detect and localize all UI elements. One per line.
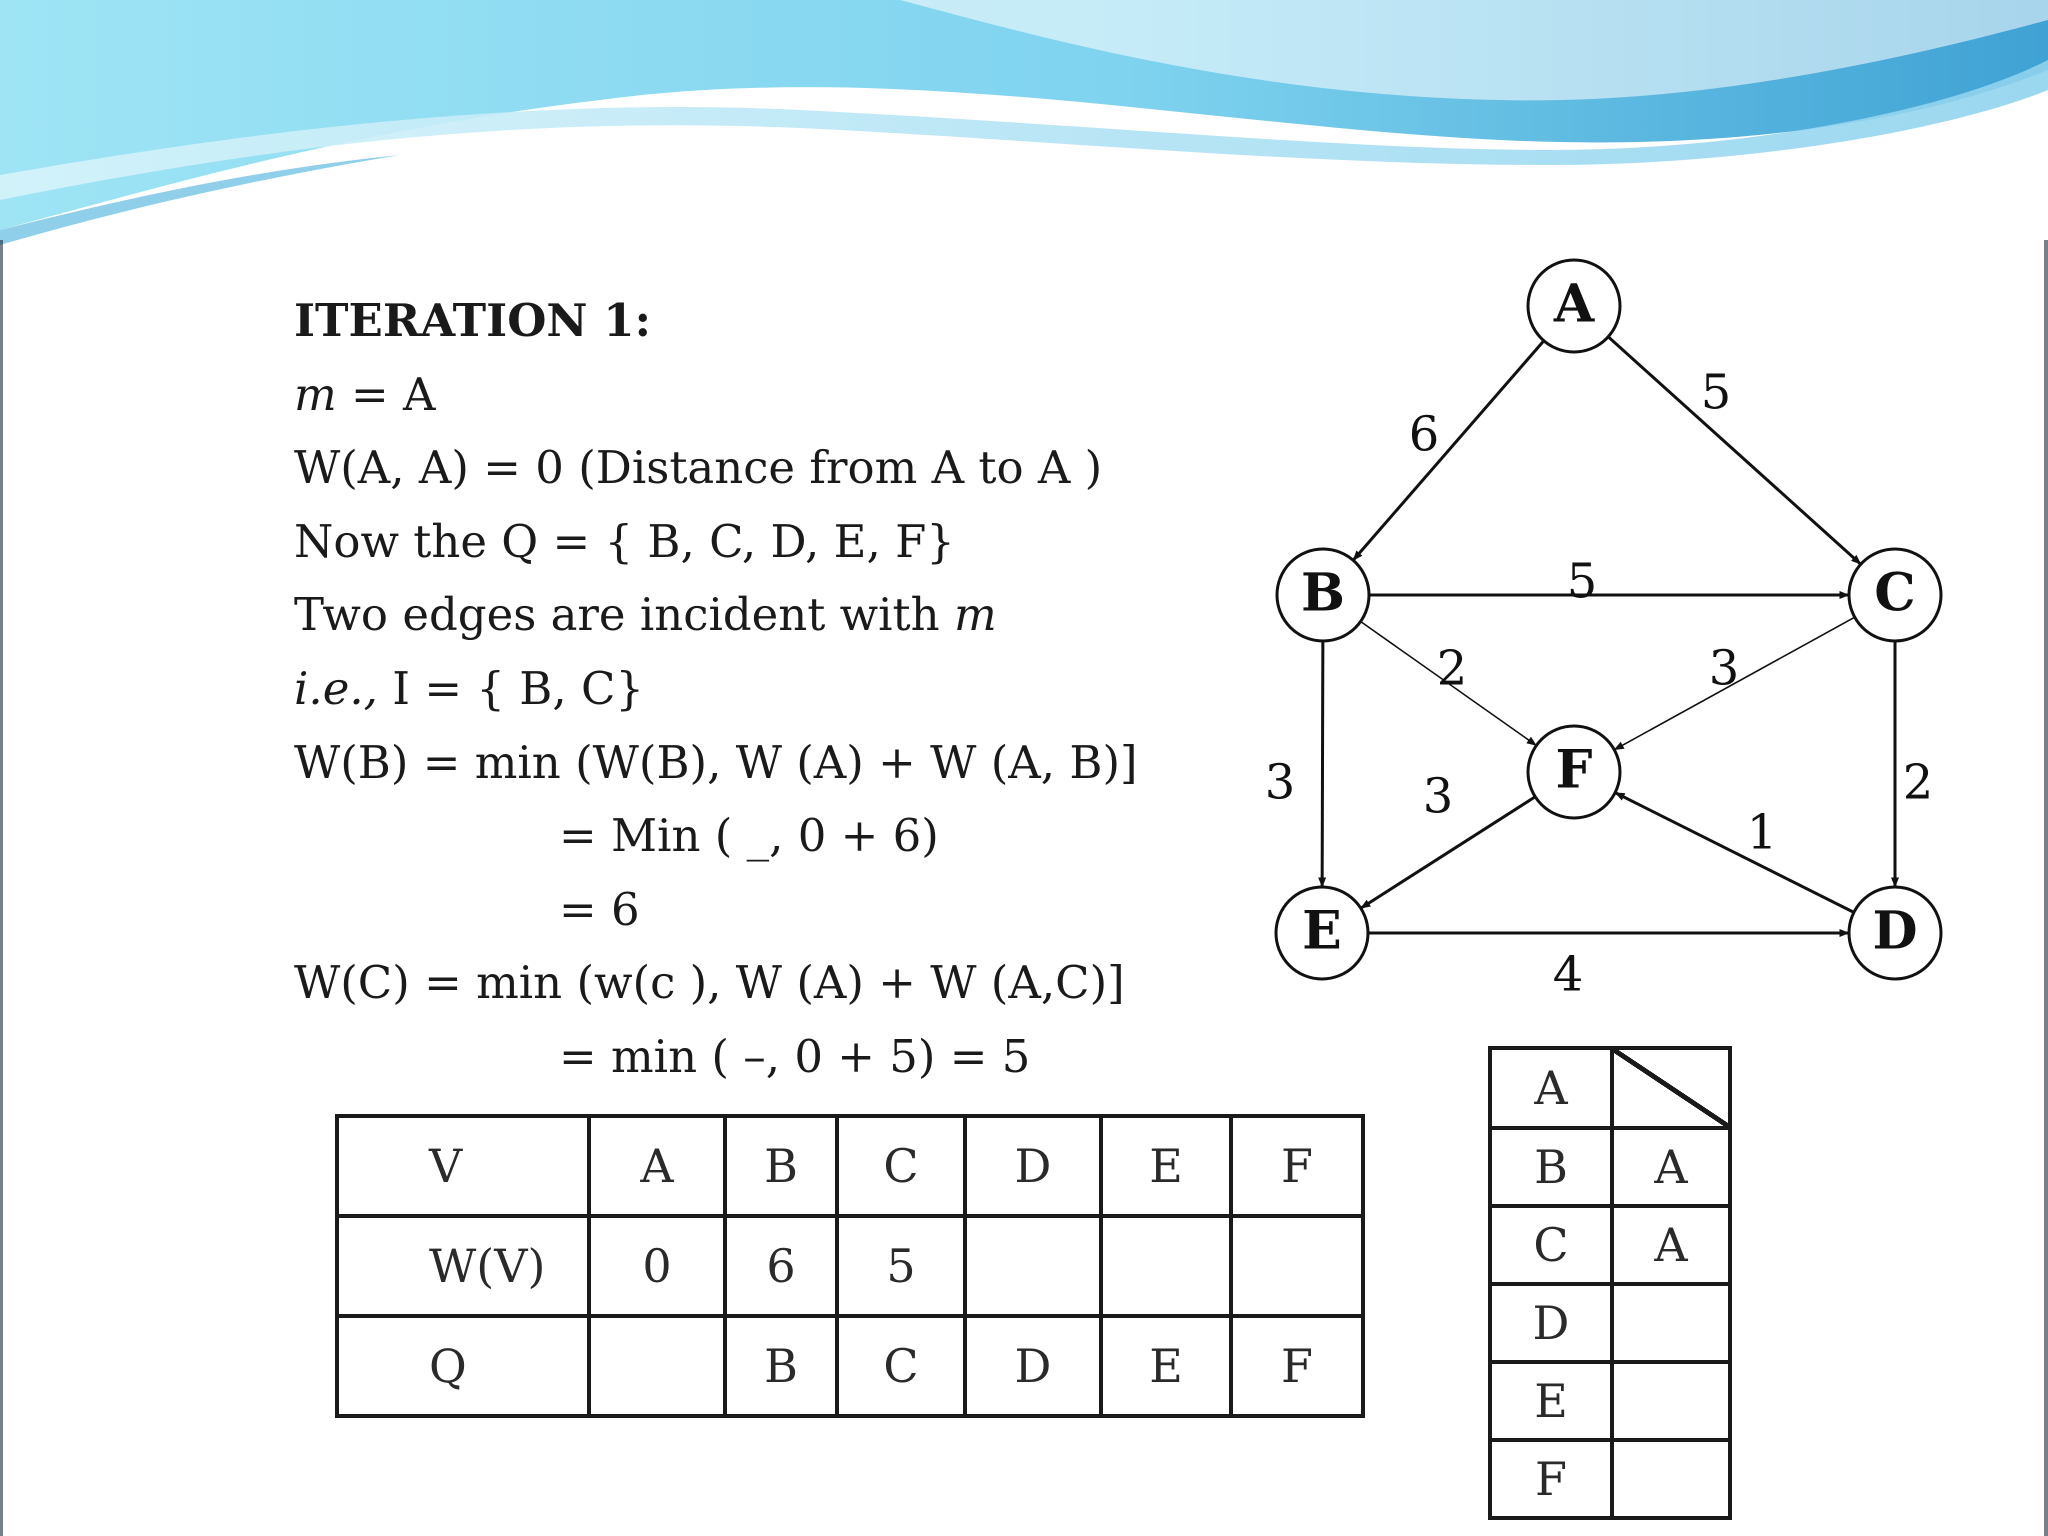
incident-variable: m xyxy=(953,588,997,642)
wc-step: = min ( –, 0 + 5) = 5 xyxy=(559,1029,1031,1083)
node-a xyxy=(1528,260,1620,352)
iteration-title: ITERATION 1: xyxy=(294,294,652,347)
predecessor-vertex: B xyxy=(1490,1128,1612,1206)
predecessor-value xyxy=(1612,1284,1730,1362)
weight-table-row-label: Q xyxy=(337,1316,589,1416)
node-c xyxy=(1849,549,1941,641)
incident-set: I = { B, C} xyxy=(377,661,645,715)
predecessor-value: A xyxy=(1612,1206,1730,1284)
weight-table-cell: 0 xyxy=(589,1216,725,1316)
weight-table-cell: B xyxy=(725,1116,837,1216)
weight-table-cell: B xyxy=(725,1316,837,1416)
weight-table-cell xyxy=(1231,1216,1363,1316)
predecessor-value xyxy=(1612,1362,1730,1440)
weight-table-weight-row xyxy=(337,1216,1363,1316)
current-node-value: = A xyxy=(336,367,436,421)
weight-table-cell xyxy=(1101,1216,1231,1316)
edge-weight-a-b: 6 xyxy=(1408,406,1440,463)
weight-table-cell: A xyxy=(589,1116,725,1216)
edge-weight-b-c: 5 xyxy=(1566,553,1598,610)
incident-set-line xyxy=(294,652,1254,726)
edge-d-f xyxy=(1615,793,1854,913)
node-d xyxy=(1849,887,1941,979)
predecessor-vertex: A xyxy=(1490,1048,1612,1128)
weight-table-cell: C xyxy=(837,1316,965,1416)
weight-table-header-row xyxy=(337,1116,1363,1216)
edge-weight-c-d: 2 xyxy=(1902,754,1934,811)
weight-table-cell: 5 xyxy=(837,1216,965,1316)
node-label: D xyxy=(1872,900,1918,962)
predecessor-vertex: C xyxy=(1490,1206,1612,1284)
predecessor-row xyxy=(1490,1048,1730,1128)
node-f xyxy=(1528,726,1620,818)
weight-table-cell: F xyxy=(1231,1316,1363,1416)
edge-weight-c-f: 3 xyxy=(1708,640,1740,697)
edge-weight-d-f: 1 xyxy=(1746,804,1778,861)
node-label: C xyxy=(1874,562,1916,624)
node-label: E xyxy=(1302,900,1342,962)
slide-edge-left xyxy=(0,240,3,1536)
weight-table-queue-row xyxy=(337,1316,1363,1416)
slide-edge-right xyxy=(2044,240,2048,1536)
node-label: B xyxy=(1301,562,1345,624)
weight-table-cell: D xyxy=(965,1116,1101,1216)
predecessor-row xyxy=(1490,1206,1730,1284)
edge-a-c xyxy=(1608,337,1861,564)
node-e xyxy=(1276,887,1368,979)
predecessor-row xyxy=(1490,1284,1730,1362)
queue-line: Now the Q = { B, C, D, E, F} xyxy=(294,514,955,568)
weight-table-cell: D xyxy=(965,1316,1101,1416)
current-node-line xyxy=(294,358,1254,432)
wc-formula: W(C) = min (w(c ), W (A) + W (A,C)] xyxy=(294,956,1125,1010)
edge-weight-b-e: 3 xyxy=(1264,754,1296,811)
m-variable: m xyxy=(294,367,337,421)
node-label: A xyxy=(1553,273,1595,335)
predecessor-table xyxy=(1488,1046,1732,1520)
predecessor-value xyxy=(1612,1440,1730,1518)
predecessor-row xyxy=(1490,1440,1730,1518)
edge-weight-b-f: 2 xyxy=(1436,640,1468,697)
predecessor-row xyxy=(1490,1362,1730,1440)
edge-a-b xyxy=(1353,341,1544,561)
predecessor-value: A xyxy=(1612,1128,1730,1206)
incident-edges-line xyxy=(294,578,1254,652)
node-b xyxy=(1277,549,1369,641)
predecessor-vertex: E xyxy=(1490,1362,1612,1440)
weight-table-cell: C xyxy=(837,1116,965,1216)
ie-text: i.e., xyxy=(294,661,378,715)
weight-table-cell: 6 xyxy=(725,1216,837,1316)
node-label: F xyxy=(1555,739,1593,801)
predecessor-vertex: F xyxy=(1490,1440,1612,1518)
graph-diagram xyxy=(1240,240,1980,1030)
incident-text: Two edges are incident with xyxy=(294,588,954,642)
wb-formula: W(B) = min (W(B), W (A) + W (A, B)] xyxy=(294,735,1138,789)
weight-table-row-label: V xyxy=(337,1116,589,1216)
weight-table xyxy=(335,1114,1365,1418)
predecessor-row xyxy=(1490,1128,1730,1206)
edge-weight-e-d: 4 xyxy=(1552,946,1584,1003)
weight-table-cell xyxy=(589,1316,725,1416)
weight-table-cell: E xyxy=(1101,1316,1231,1416)
edge-weight-a-c: 5 xyxy=(1700,364,1732,421)
weight-table-cell: F xyxy=(1231,1116,1363,1216)
wb-step-1: = Min ( _, 0 + 6) xyxy=(559,809,939,863)
nodes-layer xyxy=(1276,260,1941,979)
self-distance-line: W(A, A) = 0 (Distance from A to A ) xyxy=(294,441,1103,495)
predecessor-none-slash xyxy=(1612,1048,1730,1128)
edge-weight-f-e: 3 xyxy=(1422,768,1454,825)
iteration-steps xyxy=(294,284,1254,1094)
weight-table-cell: E xyxy=(1101,1116,1231,1216)
predecessor-vertex: D xyxy=(1490,1284,1612,1362)
weight-table-cell xyxy=(965,1216,1101,1316)
wb-step-2: = 6 xyxy=(559,882,640,936)
weight-table-row-label: W(V) xyxy=(337,1216,589,1316)
edge-b-e xyxy=(1322,641,1323,887)
